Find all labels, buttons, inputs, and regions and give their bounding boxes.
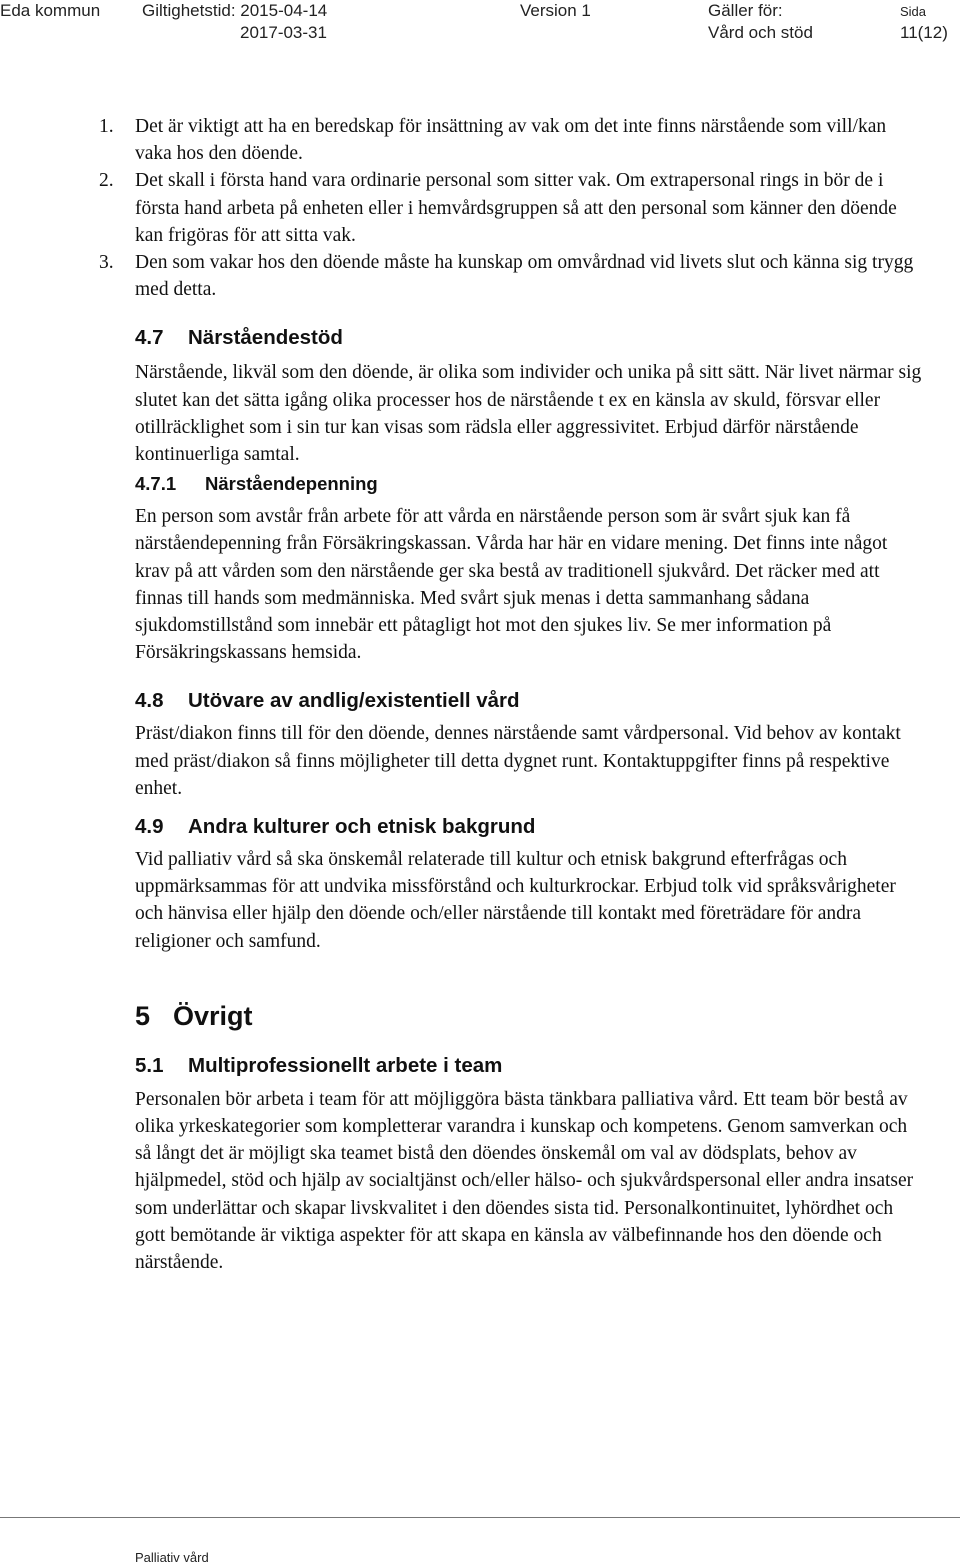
heading-title: Övrigt [173,1000,253,1031]
heading-number: 4.7 [135,326,164,350]
document-body [99,113,925,1276]
heading-4-7-1 [135,472,925,496]
paragraph-4-7-1: En person som avstår från arbete för att vårda en närstående person som är svårt sjuk kan få närståendepenning från Försäkringskassan. Vårda har här en vidare mening. Det finns inte något krav på att vården som den närstående ger ska bestå av traditionell sjukvård. Det räcker med att finnas till hands som medmänniska. Med svårt sjuk menas i detta sammanhang sådana sjukdomstillstånd som innebär ett påtagligt hot mot den sjukes liv. Se mer information på Försäkringskassans hemsida. [135,506,888,664]
header-version: Version 1 [520,1,591,20]
heading-number: 4.8 [135,689,164,713]
header-org: Eda kommun [0,1,101,20]
heading-5-1 [135,1053,925,1079]
heading-title: Närståendestöd [188,326,343,350]
heading-title: Multiprofessionellt arbete i team [188,1053,503,1077]
list-item-text: Det är viktigt att ha en beredskap för insättning av vak om det inte finns närstående som vill/kan vaka hos den döende. [135,116,887,165]
paragraph-4-7: Närstående, likväl som den döende, är olika som individer och unika på sitt sätt. När livet närmar sig slutet kan det sätta igång olika processer hos de närstående t ex en känsla av skuld, försvar eller otillräcklighet som i sin tur kan visas som rädsla eller aggressivitet. Erbjud därför närstående kontinuerliga samtal. [135,362,922,466]
paragraph-4-8: Präst/diakon finns till för den döende, dennes närstående samt vårdpersonal. Vid behov av kontakt med präst/diakon så finns möjligheter till detta dygnet runt. Kontaktuppgifter finns på respektive enhet. [135,723,901,799]
heading-number: 4.9 [135,815,164,839]
heading-number: 4.7.1 [135,473,177,495]
footer-divider [0,1517,960,1518]
header-validity: Giltighetstid: 2015-04-14 [142,1,328,20]
heading-title: Andra kulturer och etnisk bakgrund [188,815,536,839]
heading-4-7 [135,325,925,351]
heading-4-9 [135,814,925,840]
heading-5 [135,999,925,1033]
header-applies-label: Gäller för: [708,1,783,20]
heading-number: 5.1 [135,1053,164,1077]
footer-text: Palliativ vård [135,1550,209,1565]
paragraph-5-1: Personalen bör arbeta i team för att möjliggöra bästa tänkbara palliativa vård. Ett team bör bestå av olika yrkeskategorier som kompletterar varandra i kunskap och kompetens. Genom samverkan och så långt det är möjligt ska teamet bistå den döendes önskemål om val av dödsplats, behov av hjälpmedel, stöd och hjälp av socialtjänst och/eller hälso- och sjukvårdspersonal eller andra insatser som underlättar och skapar livskvalitet i den döendes sista tid. Personalkontinuitet, lyhördhet och gott bemötande är viktiga aspekter för att skapa en känsla av välbefinnande hos den döende och närstående. [135,1088,914,1274]
list-item [65,167,925,249]
header-page-number: 11(12) [900,23,948,42]
header-page-label: Sida [900,4,927,19]
numbered-list [99,113,925,303]
list-item-number: 2. [99,170,114,192]
heading-title: Närståendepenning [205,473,378,495]
heading-title: Utövare av andlig/existentiell vård [188,689,520,713]
list-item-text: Det skall i första hand vara ordinarie personal som sitter vak. Om extrapersonal rings in bör de i första hand arbeta på enheten eller i hemvårdsgruppen så att den personal som känner den döende kan frigöras för att sitta vak. [135,170,897,246]
list-item [65,113,925,167]
list-item [65,249,925,303]
heading-4-8 [135,688,925,714]
heading-number: 5 [135,1000,151,1031]
list-item-number: 1. [99,116,114,137]
paragraph-4-9: Vid palliativ vård så ska önskemål relaterade till kultur och etnisk bakgrund efterfrågas och uppmärksammas för att undvika missförstånd och kulturkrockar. Erbjud tolk vid språksvårigheter och hänvisa eller hjälp den döende och/eller närstående till kontakt med företrädare för andra religioner och samfund. [135,849,896,952]
header-applies-value: Vård och stöd [708,23,813,42]
list-item-text: Den som vakar hos den döende måste ha kunskap om omvårdnad vid livets slut och känna sig trygg med detta. [135,252,914,301]
list-item-number: 3. [99,252,114,274]
header-validity-end: 2017-03-31 [240,23,327,42]
